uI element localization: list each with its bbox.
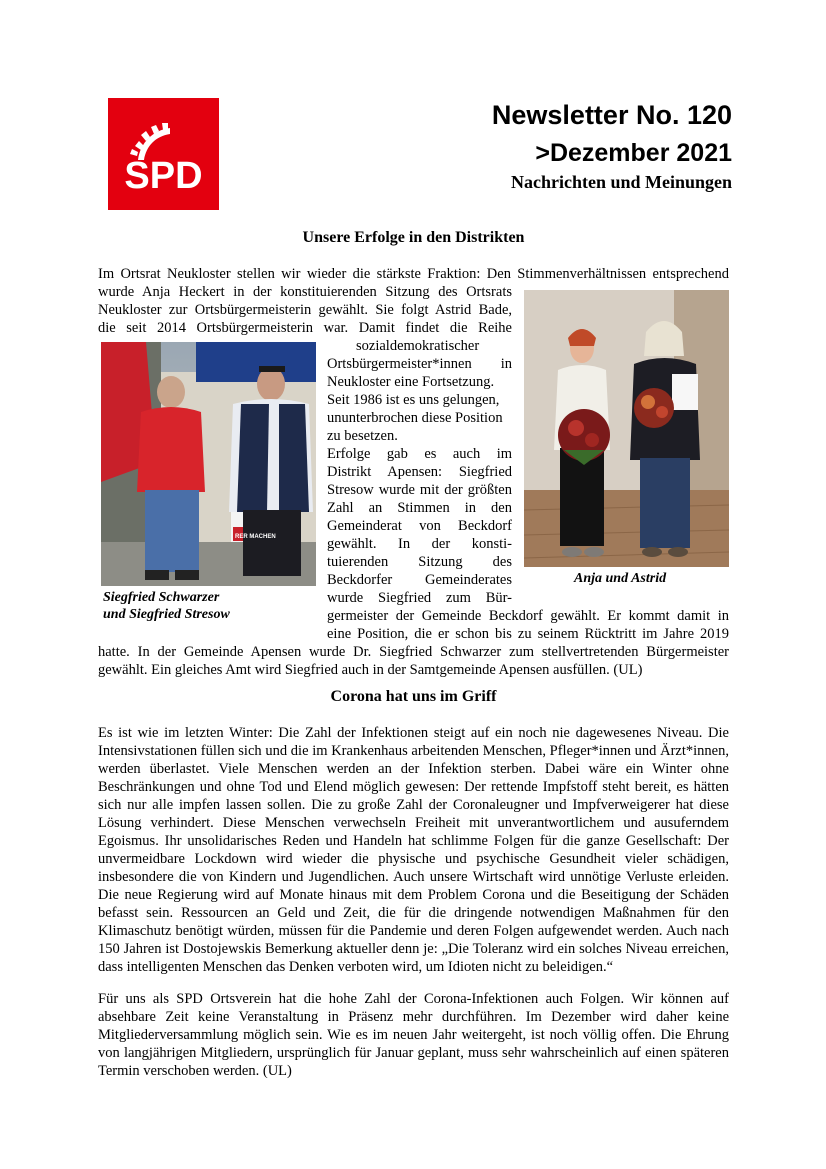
text-line: zu besetzen.	[327, 428, 398, 444]
text-line: wurde Siegfried zum Bür-	[327, 590, 512, 606]
caption-left-1: Siegfried Schwarzer	[103, 590, 220, 605]
text-line: Distrikt Apensen: Siegfried	[327, 464, 512, 480]
paragraph-corona-1: Es ist wie im letzten Winter: Die Zahl der Infektionen steigt auf ein noch nie dagewesenes Niveau. Die Intensivstationen füllen sich und die im Krankenhaus arbeitenden Menschen, Pfleger*innen und Ärzt*innen, werden überlastet. Viele Menschen werden an der Infektion sterben. Dabei wäre ein Winter ohne Beschränkungen und ohne Tod und Elend möglich gewesen: Der rettende Impfstoff steht bereit, es hätten sich nur alle impfen lassen sollen. Die zu große Zahl der Coronaleugner und Impfverweigerer hat diese Lösung verhindert. Diese Menschen verwechseln Freiheit mit unverantwortlichem und ausuferndem Egoismus. Ihr unsolidarisches Reden und Handeln hat schlimme Folgen für die ganze Gesellschaft: Der unvermeidbare Lockdown wird wieder die physische und psychische Gesundheit vieler schädigen, insbesondere die von Kindern und Jugendlichen. Auch unsere Wirtschaft wird unnötige Verluste erleiden. Die neue Regierung wird auf Monate hinaus mit dem Problem Corona und die Beseitigung der Schäden befasst sein. Ressourcen an Geld und Zeit, die für die dringende notwendigen Maßnahmen für den Klimaschutz benötigt würden, müssen für die Pandemie und deren Folgen aufgewendet werden. Auch nach 150 Jahren ist Dostojewskis Bemerkung aktueller denn je: „Die Toleranz wird ein solches Niveau erreichen, dass intelligenten Menschen das Denken verboten wird, um Idioten nicht zu beleidigen.“	[98, 725, 729, 975]
text-line: Seit 1986 ist es uns gelungen,	[327, 392, 500, 408]
newsletter-title: Newsletter No. 120	[491, 100, 732, 130]
text-line: germeister der Gemeinde Beckdorf gewählt. Er kommt damit in	[327, 608, 729, 624]
spd-logo	[108, 98, 219, 210]
banner-text: RER MACHEN	[235, 534, 276, 540]
section-heading-corona: Corona hat uns im Griff	[330, 688, 497, 705]
photo-schwarzer-stresow	[101, 342, 316, 586]
photo-anja-astrid	[524, 290, 729, 567]
text-line: Ortsbürgermeister*innen in	[327, 356, 512, 372]
text-line: ununterbrochen diese Position	[327, 410, 503, 426]
newsletter-date: >Dezember 2021	[535, 139, 732, 167]
paragraph-corona-2: Für uns als SPD Ortsverein hat die hohe Zahl der Corona-Infektionen auch Folgen. Wir können auf absehbare Zeit keine Veranstaltung in Präsenz mehr durchführen. Im Dezember wird daher keine Mitgliederversammlung möglich sein. Wie es im neuen Jahr weitergeht, ist noch völlig offen. Die Ehrung von langjährigen Mitgliedern, ursprünglich für Januar geplant, muss sehr wahrscheinlich auf einen späteren Termin verschoben werden. (UL)	[98, 991, 729, 1079]
section-heading-erfolge: Unsere Erfolge in den Distrikten	[302, 229, 525, 246]
text-line: Zahl an Stimmen in den	[327, 500, 512, 516]
logo-text: SPD	[124, 155, 203, 197]
newsletter-subtitle: Nachrichten und Meinungen	[510, 172, 732, 192]
text-line: hatte. In der Gemeinde Apensen wurde Dr. Siegfried Schwarzer zum stellvertretenden Bürgermeister	[98, 644, 729, 660]
text-line: gewählt. Ein gleiches Amt wird Siegfried auch in der Samtgemeinde Apensen ausfüllen. (UL)	[98, 662, 643, 678]
text-line: Gemeinderat von Beckdorf	[327, 518, 512, 534]
text-line: eine Position, die er schon bis zu seinem Rücktritt im Jahre 2019	[327, 626, 729, 642]
text-line: tuierenden Sitzung des	[327, 554, 512, 570]
caption-left-2: und Siegfried Stresow	[103, 607, 230, 622]
text-line: sozialdemokratischer	[356, 338, 480, 354]
text-line: die seit 2014 Ortsbürgermeisterin war. Damit findet die Reihe	[98, 320, 512, 336]
text-line: gewählt. In der konsti-	[327, 536, 512, 552]
caption-right: Anja und Astrid	[574, 571, 667, 586]
text-line: Neukloster zur Ortsbürgermeisterin gewählt. Sie folgt Astrid Bade,	[98, 302, 512, 318]
text-line: wurde Anja Heckert in der konstituierenden Sitzung des Ortsrats	[98, 284, 512, 300]
text-line: Neukloster eine Fortsetzung.	[327, 374, 495, 390]
text-line: Im Ortsrat Neukloster stellen wir wieder die stärkste Fraktion: Den Stimmenverhältnissen entsprechend	[98, 266, 729, 282]
text-line: Beckdorfer Gemeinderates	[327, 572, 512, 588]
text-line: Erfolge gab es auch im	[327, 446, 512, 462]
text-line: Stresow wurde mit der größten	[327, 482, 512, 498]
